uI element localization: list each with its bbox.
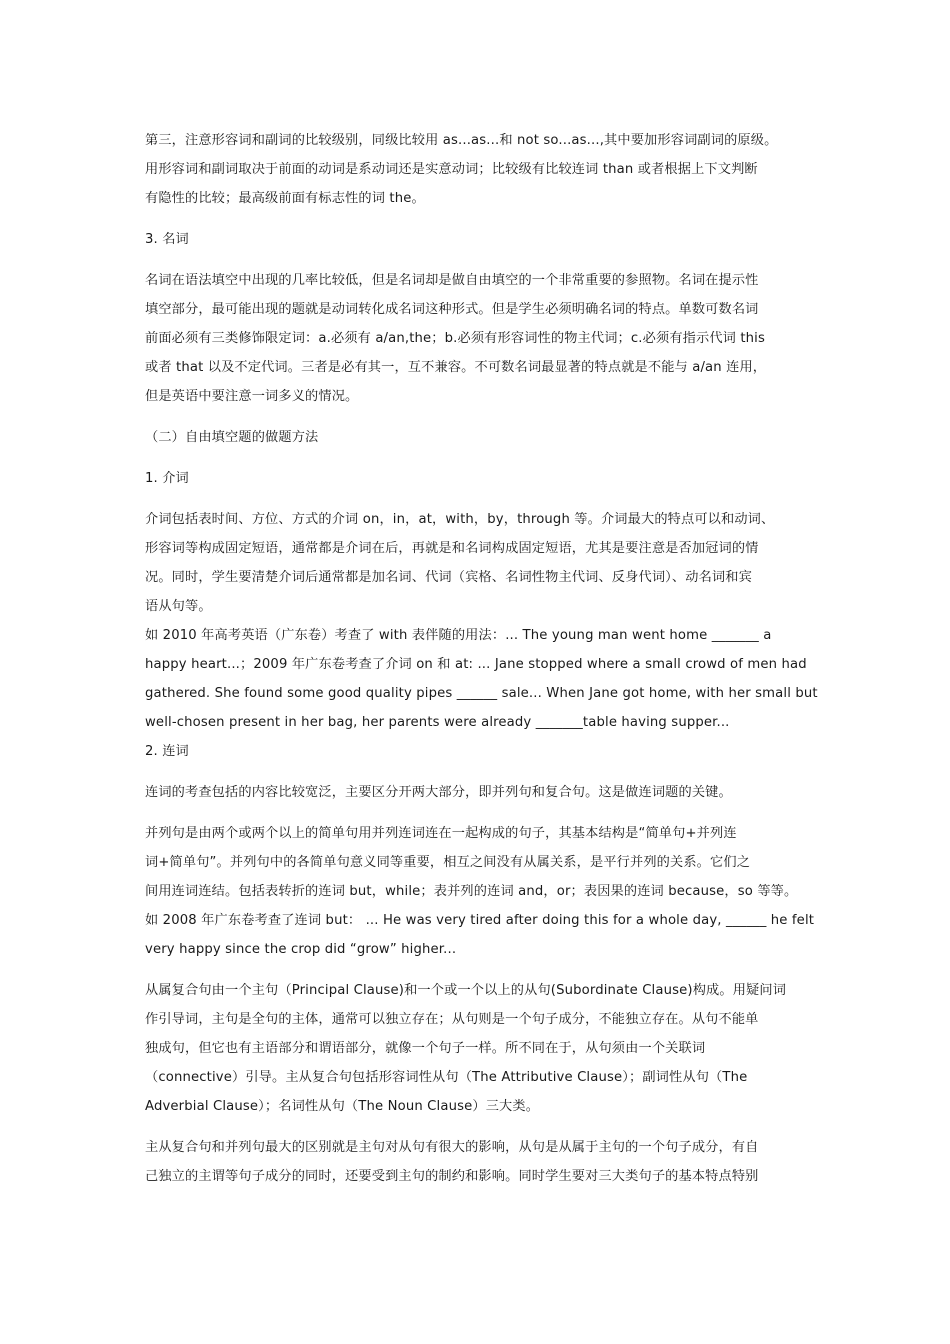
document-page — [145, 126, 818, 1203]
section-heading — [145, 423, 815, 452]
text-line: 从属复合句由一个主句（Principal Clause)和一个或一个以上的从句(Subordinate Clause)构成。用疑问词 — [145, 983, 787, 998]
text-line: 作引导词，主句是全句的主体，通常可以独立存在；从句则是一个句子成分，不能独立存在。从句不能单 — [145, 1012, 759, 1027]
text-line: 第三，注意形容词和副词的比较级别，同级比较用 as...as...和 not so...as...,其中要加形容词副词的原级。 — [145, 133, 778, 148]
text-line: happy heart...；2009 年广东卷考查了介词 on 和 at: ... Jane stopped where a small crowd of men had — [145, 657, 807, 672]
section-heading — [145, 737, 815, 766]
text-line: 填空部分，最可能出现的题就是动词转化成名词这种形式。但是学生必须明确名词的特点。单数可数名词 — [145, 302, 759, 317]
text-line: 用形容词和副词取决于前面的动词是系动词还是实意动词；比较级有比较连词 than 或者根据上下文判断 — [145, 162, 758, 177]
text-line: 形容词等构成固定短语，通常都是介词在后，再就是和名词构成固定短语，尤其是要注意是否加冠词的情 — [145, 541, 759, 556]
text-line: 词+简单句”。并列句中的各简单句意义同等重要，相互之间没有从属关系，是平行并列的关系。它们之 — [145, 855, 751, 870]
text-line: （connective）引导。主从复合句包括形容词性从句（The Attributive Clause）；副词性从句（The — [145, 1070, 748, 1085]
text-line: well-chosen present in her bag, her parents were already _______table having supper... — [145, 715, 730, 730]
text-line: 有隐性的比较；最高级前面有标志性的词 the。 — [145, 191, 425, 206]
paragraph — [145, 505, 818, 737]
text-line: 连词的考查包括的内容比较宽泛，主要区分开两大部分，即并列句和复合句。这是做连词题的关键。 — [145, 785, 732, 800]
text-line: 并列句是由两个或两个以上的简单句用并列连词连在一起构成的句子，其基本结构是“简单句+并列连 — [145, 826, 737, 841]
text-line: 独成句，但它也有主语部分和谓语部分，就像一个句子一样。所不同在于，从句须由一个关联词 — [145, 1041, 706, 1056]
text-line: 3. 名词 — [145, 232, 189, 247]
paragraph — [145, 819, 815, 964]
text-line: 语从句等。 — [145, 599, 212, 614]
section-heading — [145, 464, 815, 493]
text-line: 况。同时，学生要清楚介词后通常都是加名词、代词（宾格、名词性物主代词、反身代词）、动名词和宾 — [145, 570, 752, 585]
text-line: gathered. She found some good quality pipes ______ sale... When Jane got home, with her small but — [145, 686, 818, 701]
paragraph — [145, 126, 815, 213]
text-line: 2. 连词 — [145, 744, 189, 759]
text-line: 己独立的主谓等句子成分的同时，还要受到主句的制约和影响。同时学生要对三大类句子的基本特点特别 — [145, 1169, 759, 1184]
text-line: 前面必须有三类修饰限定词：a.必须有 a/an,the；b.必须有形容词性的物主代词；c.必须有指示代词 this — [145, 331, 766, 346]
text-line: 如 2010 年高考英语（广东卷）考查了 with 表伴随的用法：... The young man went home _______ a — [145, 628, 772, 643]
text-line: 介词包括表时间、方位、方式的介词 on，in，at，with，by，through 等。介词最大的特点可以和动词、 — [145, 512, 775, 527]
paragraph — [145, 1133, 815, 1191]
text-line: very happy since the crop did “grow” higher... — [145, 942, 457, 957]
text-line: 名词在语法填空中出现的几率比较低，但是名词却是做自由填空的一个非常重要的参照物。名词在提示性 — [145, 273, 759, 288]
text-line: 间用连词连结。包括表转折的连词 but，while；表并列的连词 and，or；表因果的连词 because，so 等等。 — [145, 884, 798, 899]
text-line: 主从复合句和并列句最大的区别就是主句对从句有很大的影响，从句是从属于主句的一个句子成分，有自 — [145, 1140, 759, 1155]
text-line: （二）自由填空题的做题方法 — [145, 430, 319, 445]
text-line: 或者 that 以及不定代词。三者是必有其一，互不兼容。不可数名词最显著的特点就是不能与 a/an 连用， — [145, 360, 767, 375]
text-line: Adverbial Clause）；名词性从句（The Noun Clause）三大类。 — [145, 1099, 540, 1114]
section-heading — [145, 225, 815, 254]
paragraph — [145, 976, 815, 1121]
text-line: 但是英语中要注意一词多义的情况。 — [145, 389, 359, 404]
paragraph — [145, 778, 815, 807]
text-line: 如 2008 年广东卷考查了连词 but： ... He was very tired after doing this for a whole day, ______ he felt — [145, 913, 815, 928]
paragraph — [145, 266, 815, 411]
text-line: 1. 介词 — [145, 471, 189, 486]
